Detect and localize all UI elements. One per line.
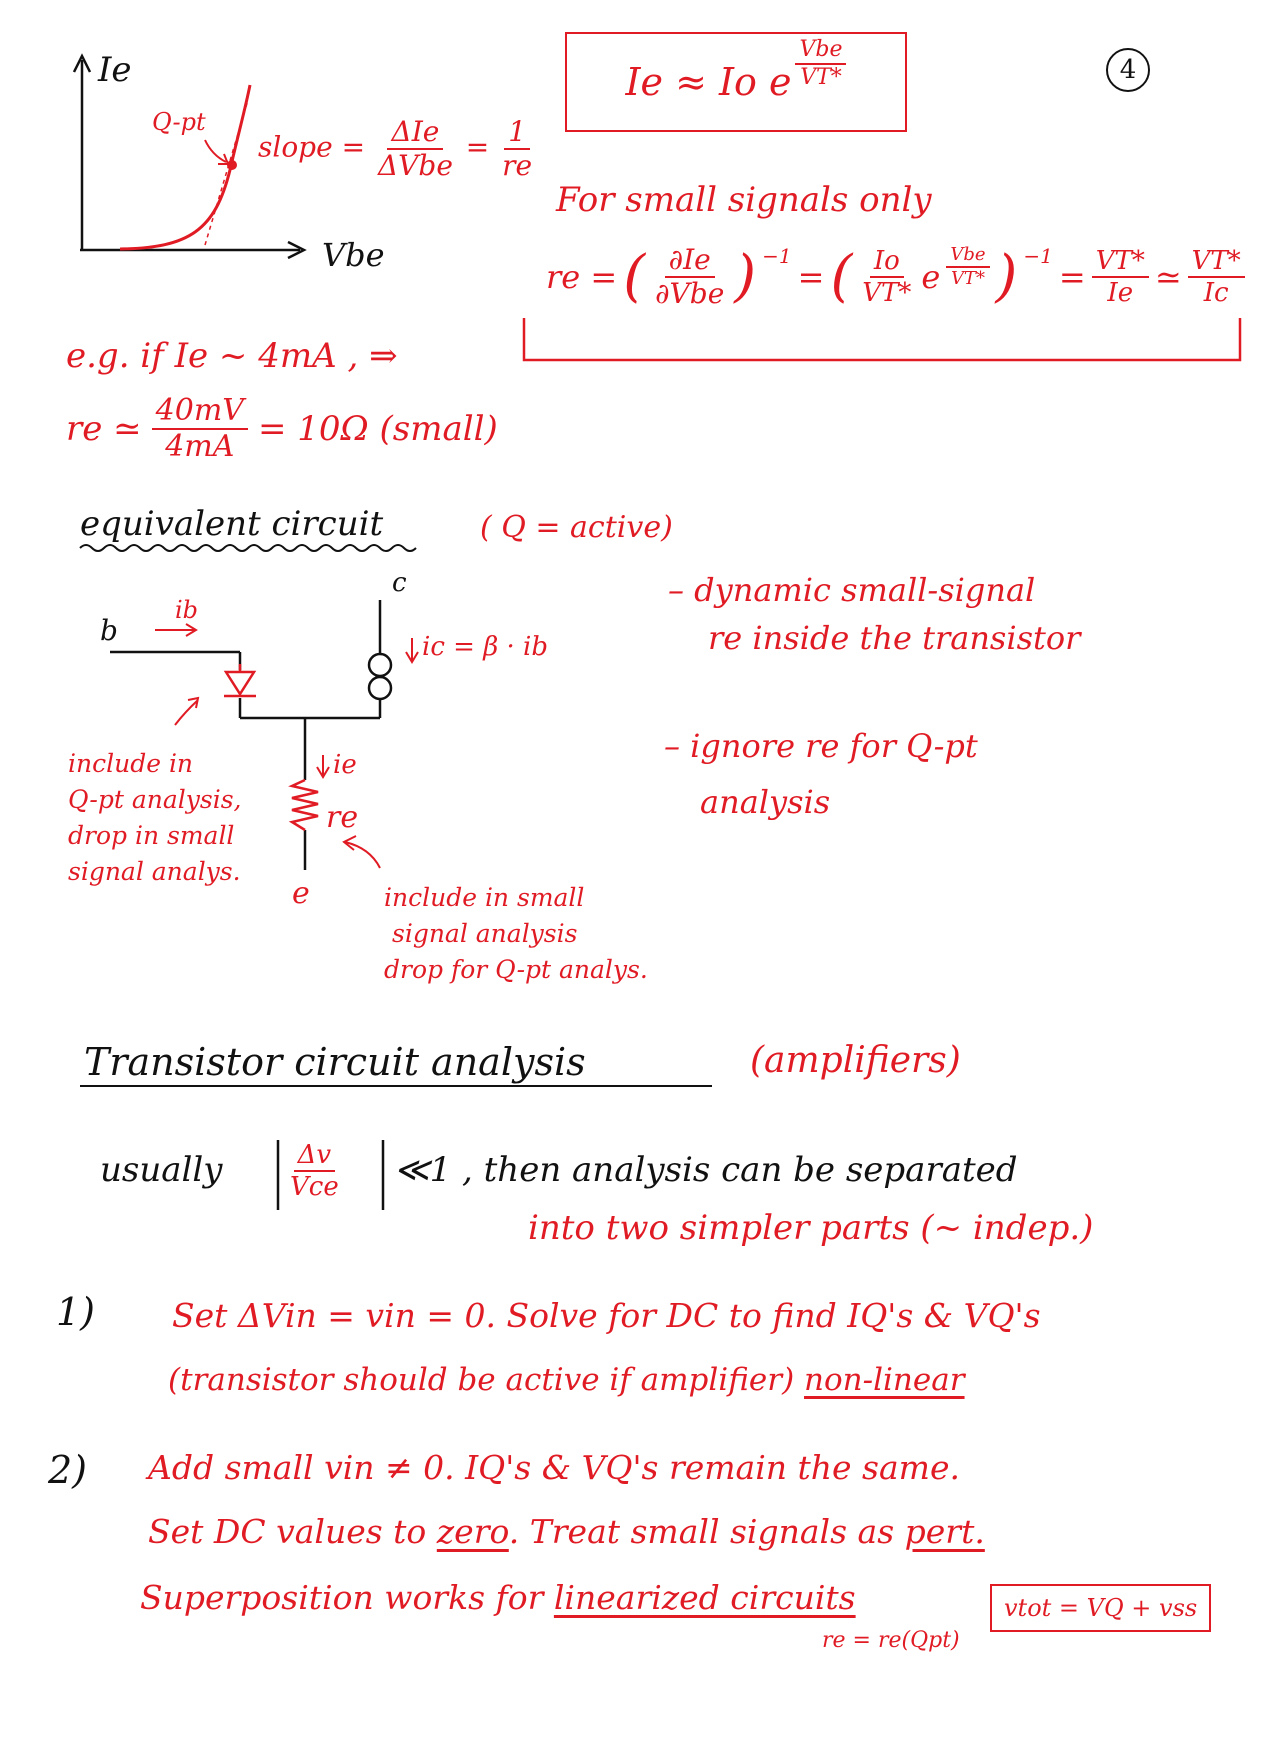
bullet-2: [664, 718, 978, 830]
abs-den: Vce: [290, 1172, 339, 1202]
note-re-line: signal analysis: [392, 919, 578, 948]
transistor-qualifier: (amplifiers): [750, 1040, 961, 1081]
re-label: re: [326, 800, 359, 835]
tangent-line: [205, 100, 248, 245]
note-diode-line: include in: [68, 749, 194, 778]
condition-line: ≪1 , then analysis can be separated: [394, 1150, 1018, 1190]
bullet-2-line: – ignore re for Q-pt: [664, 727, 978, 765]
slope-den: ΔVbe: [377, 149, 453, 182]
step-2-pert: pert.: [904, 1512, 985, 1551]
r1-den: Ie: [1107, 277, 1134, 308]
slope-num: ΔIe: [387, 118, 443, 150]
ic-label: ic = β · ib: [422, 632, 548, 662]
step-2-sub: re = re(Qpt): [822, 1628, 960, 1653]
pow-1: −1: [762, 244, 792, 268]
node-c: c: [392, 568, 407, 598]
formula-exp-den: VT*: [800, 65, 842, 90]
abs-ratio: [286, 1142, 343, 1200]
r1-num: VT*: [1092, 248, 1149, 278]
note-diode-line: drop in small: [68, 821, 235, 850]
qpt-label: Q-pt: [152, 108, 206, 136]
note-diode-line: Q-pt analysis,: [68, 785, 242, 814]
example-num: 40mV: [152, 396, 248, 430]
note-diode: [68, 746, 242, 890]
step-2-linearized: linearized circuits: [553, 1578, 856, 1617]
note-re-line: drop for Q-pt analys.: [384, 955, 648, 984]
slope-eq: =: [465, 130, 490, 164]
node-b: b: [100, 614, 118, 647]
example-rhs: = 10Ω (small): [257, 409, 498, 449]
bracket: [524, 318, 1240, 360]
ie-label: ie: [333, 750, 357, 780]
step-2-line1: Add small vin ≠ 0. IQ's & VQ's remain the same.: [148, 1448, 960, 1487]
step-1-number: 1): [56, 1290, 96, 1334]
approx: ≃: [1154, 257, 1182, 296]
formula-exp-num: Vbe: [795, 39, 846, 65]
partial-num: ∂Ie: [665, 246, 715, 278]
io-den: VT*: [862, 277, 912, 308]
slope-expression: [258, 115, 536, 182]
bullet-1-line: re inside the transistor: [708, 619, 1081, 657]
step-1-line1: Set ΔVin = vin = 0. Solve for DC to find IQ's & VQ's: [172, 1296, 1041, 1335]
example-re-lhs: re ≃: [66, 409, 142, 449]
slope-prefix: slope =: [258, 130, 366, 164]
current-source: [369, 654, 391, 699]
vtot-box: vtot = VQ + vss: [990, 1584, 1211, 1632]
step-2-line2: [148, 1512, 985, 1551]
small-signal-heading: For small signals only: [556, 180, 932, 220]
diode: [224, 664, 256, 696]
node-e: e: [292, 876, 310, 911]
step-2-line2a: Set DC values to: [148, 1512, 427, 1551]
eq3: =: [1058, 257, 1086, 296]
y-axis-label: Ie: [98, 50, 132, 90]
note-re-line: include in small: [384, 883, 585, 912]
step-2-line2c: . Treat small signals as: [508, 1512, 895, 1551]
condition-line2: into two simpler parts (~ indep.): [528, 1208, 1094, 1248]
step-2-line3: [140, 1578, 856, 1617]
abs-num: Δv: [294, 1142, 335, 1172]
note-diode-line: signal analys.: [68, 857, 241, 886]
step-1-nonlinear: non-linear: [804, 1362, 965, 1398]
step-1-line2a: (transistor should be active if amplifier): [168, 1362, 795, 1398]
bullet-2-line: analysis: [700, 783, 831, 821]
example-den: 4mA: [165, 429, 235, 464]
equiv-title: equivalent circuit: [80, 504, 384, 544]
slope-rhs-num: 1: [504, 118, 530, 150]
x-axis-label: Vbe: [322, 236, 385, 274]
formula-box: [565, 32, 907, 132]
partial-den: ∂Vbe: [655, 276, 725, 310]
example-line1: e.g. if Ie ~ 4mA , ⇒: [66, 336, 398, 376]
ib-label: ib: [175, 596, 199, 624]
page-number: 4: [1106, 48, 1150, 92]
slope-rhs-den: re: [502, 149, 533, 182]
r2-num: VT*: [1188, 248, 1245, 278]
r2-den: Ic: [1203, 277, 1229, 308]
equiv-qualifier: ( Q = active): [480, 510, 673, 545]
eq2: =: [797, 257, 825, 296]
bullet-1: [668, 566, 1080, 662]
formula-lhs: Ie ≈ Io e: [625, 60, 792, 104]
exp-num: Vbe: [946, 246, 989, 268]
transistor-title: Transistor circuit analysis: [84, 1040, 586, 1084]
resistor: [292, 780, 318, 830]
bullet-1-line: – dynamic small-signal: [668, 571, 1036, 609]
step-2-line3a: Superposition works for: [140, 1578, 544, 1617]
note-re: [384, 880, 648, 988]
re-lhs: re =: [546, 257, 618, 296]
example-line2: [66, 393, 498, 464]
pow-2: −1: [1023, 244, 1053, 268]
exp-e: e: [921, 257, 941, 296]
step-2-number: 2): [48, 1448, 88, 1492]
wavy-underline: [80, 545, 416, 551]
exp-den: VT*: [950, 268, 985, 289]
re-derivation: re = ( $\frac{\partial Ie}{\text{∂Vbe}}$ ) $^{-1}$ = ( $\frac{Io}{VT*}$ e $\frac{\text{Vbe}}{VT*}$ ) $^{-1}$ = $\frac{VT*}{Ie}$ ≃ $\frac{VT*}{Ic}$: [546, 244, 1245, 309]
io-num: Io: [870, 248, 904, 278]
step-2-zero: zero: [436, 1512, 509, 1551]
usually-label: usually: [100, 1150, 223, 1190]
step-1-line2: [168, 1362, 965, 1398]
